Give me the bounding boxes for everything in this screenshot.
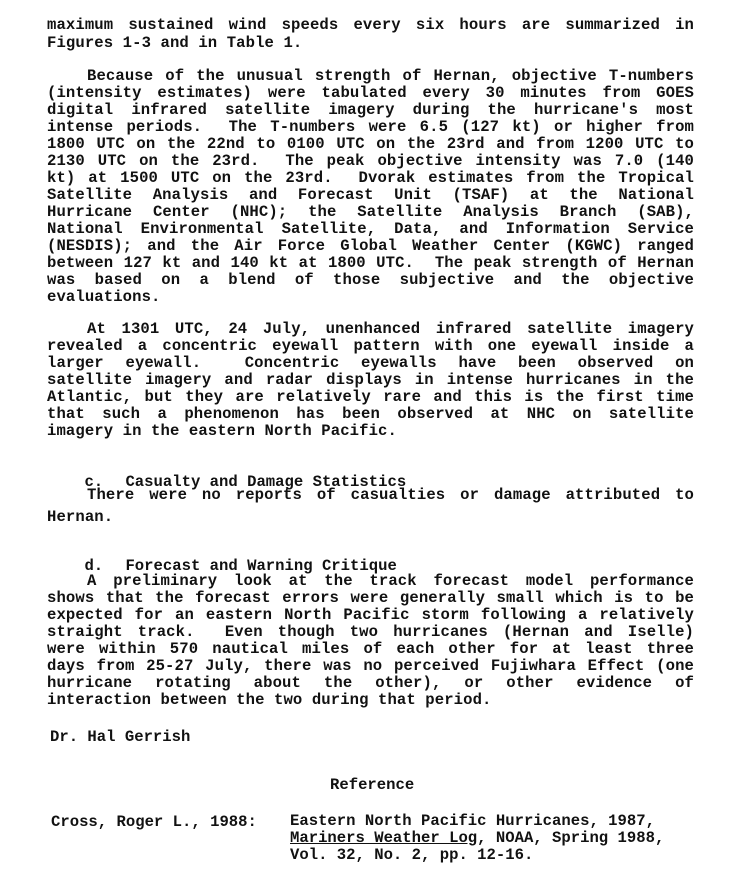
text-line: (NESDIS); and the Air Force Global Weather Center (KGWC) ranged	[47, 237, 694, 255]
text-line: larger eyewall. Concentric eyewalls have been observed on	[47, 354, 694, 372]
text-line: Atlantic, but they are relatively rare and this is the first time	[47, 388, 694, 406]
text-line: hurricane rotating about the other), or other evidence of	[47, 674, 694, 692]
section-title: Forecast and Warning Critique	[125, 557, 397, 575]
text-line: that such a phenomenon has been observed at NHC on satellite	[47, 405, 694, 423]
text-line: Hurricane Center (NHC); the Satellite Analysis Branch (SAB),	[47, 203, 694, 221]
text-line: straight track. Even though two hurricanes (Hernan and Iselle)	[47, 623, 694, 641]
reference-line: Eastern North Pacific Hurricanes, 1987,	[290, 812, 655, 830]
text-line: At 1301 UTC, 24 July, unenhanced infrared satellite imagery	[87, 320, 694, 338]
text-line: Hernan.	[47, 508, 114, 526]
text-line: was based on a blend of those subjective and the objective	[47, 271, 694, 289]
text-line: satellite imagery and radar displays in intense hurricanes in the	[47, 371, 694, 389]
text-line: intense periods. The T-numbers were 6.5 (127 kt) or higher from	[47, 118, 694, 136]
text-line: Because of the unusual strength of Hernan, objective T-numbers	[87, 67, 694, 85]
text-line: shows that the forecast errors were generally small which is to be	[47, 589, 694, 607]
text-line: evaluations.	[47, 288, 161, 306]
reference-details: , NOAA, Spring 1988,	[477, 829, 665, 847]
text-line: kt) at 1500 UTC on the 23rd. Dvorak estimates from the Tropical	[47, 169, 694, 187]
reference-author: Cross, Roger L., 1988:	[51, 813, 257, 831]
text-line: revealed a concentric eyewall pattern with one eyewall inside a	[47, 337, 694, 355]
journal-title: Mariners Weather Log	[290, 829, 478, 847]
text-line: (intensity estimates) were tabulated every 30 minutes from GOES	[47, 84, 694, 102]
section-title: Casualty and Damage Statistics	[125, 473, 407, 491]
text-line: expected for an eastern North Pacific storm following a relatively	[47, 606, 694, 624]
text-line: maximum sustained wind speeds every six hours are summarized in	[47, 16, 694, 34]
text-line: A preliminary look at the track forecast model performance	[87, 572, 694, 590]
text-line: interaction between the two during that period.	[47, 691, 492, 709]
text-line: digital infrared satellite imagery during the hurricane's most	[47, 101, 694, 119]
text-line: between 127 kt and 140 kt at 1800 UTC. The peak strength of Hernan	[47, 254, 694, 272]
text-line: days from 25-27 July, there was no perceived Fujiwhara Effect (one	[47, 657, 694, 675]
text-line: 1800 UTC on the 22nd to 0100 UTC on the 23rd and from 1200 UTC to	[47, 135, 694, 153]
reference-heading: Reference	[330, 776, 415, 794]
text-line: Satellite Analysis and Forecast Unit (TSAF) at the National	[47, 186, 694, 204]
reference-line	[290, 830, 664, 847]
reference-line: Vol. 32, No. 2, pp. 12-16.	[290, 846, 534, 864]
text-line: were within 570 nautical miles of each other for at least three	[47, 640, 694, 658]
section-label: d.	[84, 557, 104, 575]
text-line: imagery in the eastern North Pacific.	[47, 422, 397, 440]
text-line: Figures 1-3 and in Table 1.	[47, 34, 303, 52]
author-signature: Dr. Hal Gerrish	[50, 728, 191, 746]
section-label: c.	[84, 473, 104, 491]
text-line: 2130 UTC on the 23rd. The peak objective intensity was 7.0 (140	[47, 152, 694, 170]
text-line: National Environmental Satellite, Data, and Information Service	[47, 220, 694, 238]
text-line: There were no reports of casualties or damage attributed to	[87, 486, 694, 504]
